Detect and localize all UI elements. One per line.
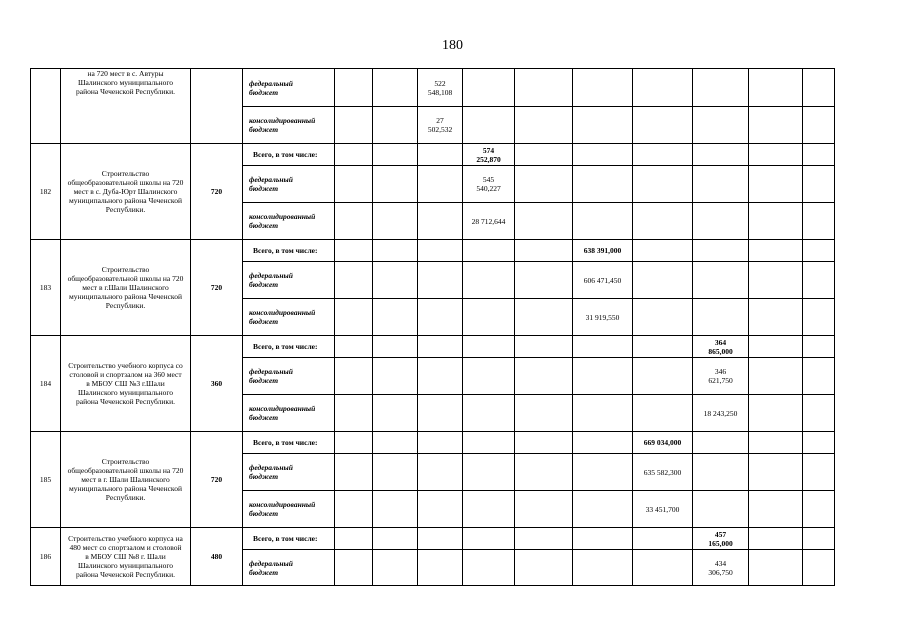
- total-label: Всего, в том числе:: [243, 528, 335, 550]
- value-cell: 522 548,108: [418, 69, 463, 107]
- value-cell: 18 243,250: [693, 395, 749, 432]
- object-name: Строительство общеобразовательной школы на 720 мест в г.Шали Шалинского муниципального района Чеченской Республики.: [61, 240, 191, 336]
- value-cell: 545 540,227: [463, 166, 515, 203]
- value-cell: 434 306,750: [693, 550, 749, 586]
- value-cell: 31 919,550: [573, 299, 633, 336]
- object-name: Строительство общеобразовательной школы на 720 мест в с. Дуба-Юрт Шалинского муниципального района Чеченской Республики.: [61, 144, 191, 240]
- total-value: 457 165,000: [693, 528, 749, 550]
- object-name: Строительство учебного корпуса со столовой и спортзалом на 360 мест в МБОУ СШ №3 г.Шали Шалинского муниципального района Чеченской Республики.: [61, 336, 191, 432]
- consolidated-budget-label: консолидированный бюджет: [243, 107, 335, 144]
- object-name: Строительство учебного корпуса на 480 мест со спортзалом и столовой в МБОУ СШ №8 г. Шали Шалинского муниципального района Чеченской Республики.: [61, 528, 191, 586]
- capacity: 480: [191, 528, 243, 586]
- value-cell: 33 451,700: [633, 491, 693, 528]
- federal-budget-label: федеральный бюджет: [243, 454, 335, 491]
- table-row: [31, 432, 835, 454]
- row-number: 182: [31, 144, 61, 240]
- total-value: 638 391,000: [573, 240, 633, 262]
- value-cell: 635 582,300: [633, 454, 693, 491]
- total-value: 364 865,000: [693, 336, 749, 358]
- table-row: [31, 336, 835, 358]
- capacity: 720: [191, 432, 243, 528]
- capacity: 360: [191, 336, 243, 432]
- row-number: 184: [31, 336, 61, 432]
- capacity: 720: [191, 144, 243, 240]
- consolidated-budget-label: консолидированный бюджет: [243, 299, 335, 336]
- federal-budget-label: федеральный бюджет: [243, 69, 335, 107]
- value-cell: 27 502,532: [418, 107, 463, 144]
- table-row: [31, 144, 835, 166]
- total-label: Всего, в том числе:: [243, 144, 335, 166]
- consolidated-budget-label: консолидированный бюджет: [243, 491, 335, 528]
- object-name: Строительство общеобразовательной школы на 720 мест в г. Шали Шалинского муниципального района Чеченской Республики.: [61, 432, 191, 528]
- table-row: [31, 528, 835, 550]
- table-row: [31, 69, 835, 107]
- total-label: Всего, в том числе:: [243, 240, 335, 262]
- total-value: 669 034,000: [633, 432, 693, 454]
- value-cell: 28 712,644: [463, 203, 515, 240]
- federal-budget-label: федеральный бюджет: [243, 358, 335, 395]
- row-number: 186: [31, 528, 61, 586]
- consolidated-budget-label: консолидированный бюджет: [243, 395, 335, 432]
- total-label: Всего, в том числе:: [243, 336, 335, 358]
- value-cell: 346 621,750: [693, 358, 749, 395]
- total-value: 574 252,870: [463, 144, 515, 166]
- value-cell: 606 471,450: [573, 262, 633, 299]
- federal-budget-label: федеральный бюджет: [243, 262, 335, 299]
- consolidated-budget-label: консолидированный бюджет: [243, 203, 335, 240]
- capacity: 720: [191, 240, 243, 336]
- object-name: на 720 мест в с. Автуры Шалинского муниципального района Чеченской Республики.: [61, 69, 191, 144]
- federal-budget-label: федеральный бюджет: [243, 166, 335, 203]
- table-row: [31, 240, 835, 262]
- page-number: 180: [442, 38, 463, 53]
- total-label: Всего, в том числе:: [243, 432, 335, 454]
- federal-budget-label: федеральный бюджет: [243, 550, 335, 586]
- row-number: 185: [31, 432, 61, 528]
- budget-table: [30, 68, 835, 586]
- row-number: 183: [31, 240, 61, 336]
